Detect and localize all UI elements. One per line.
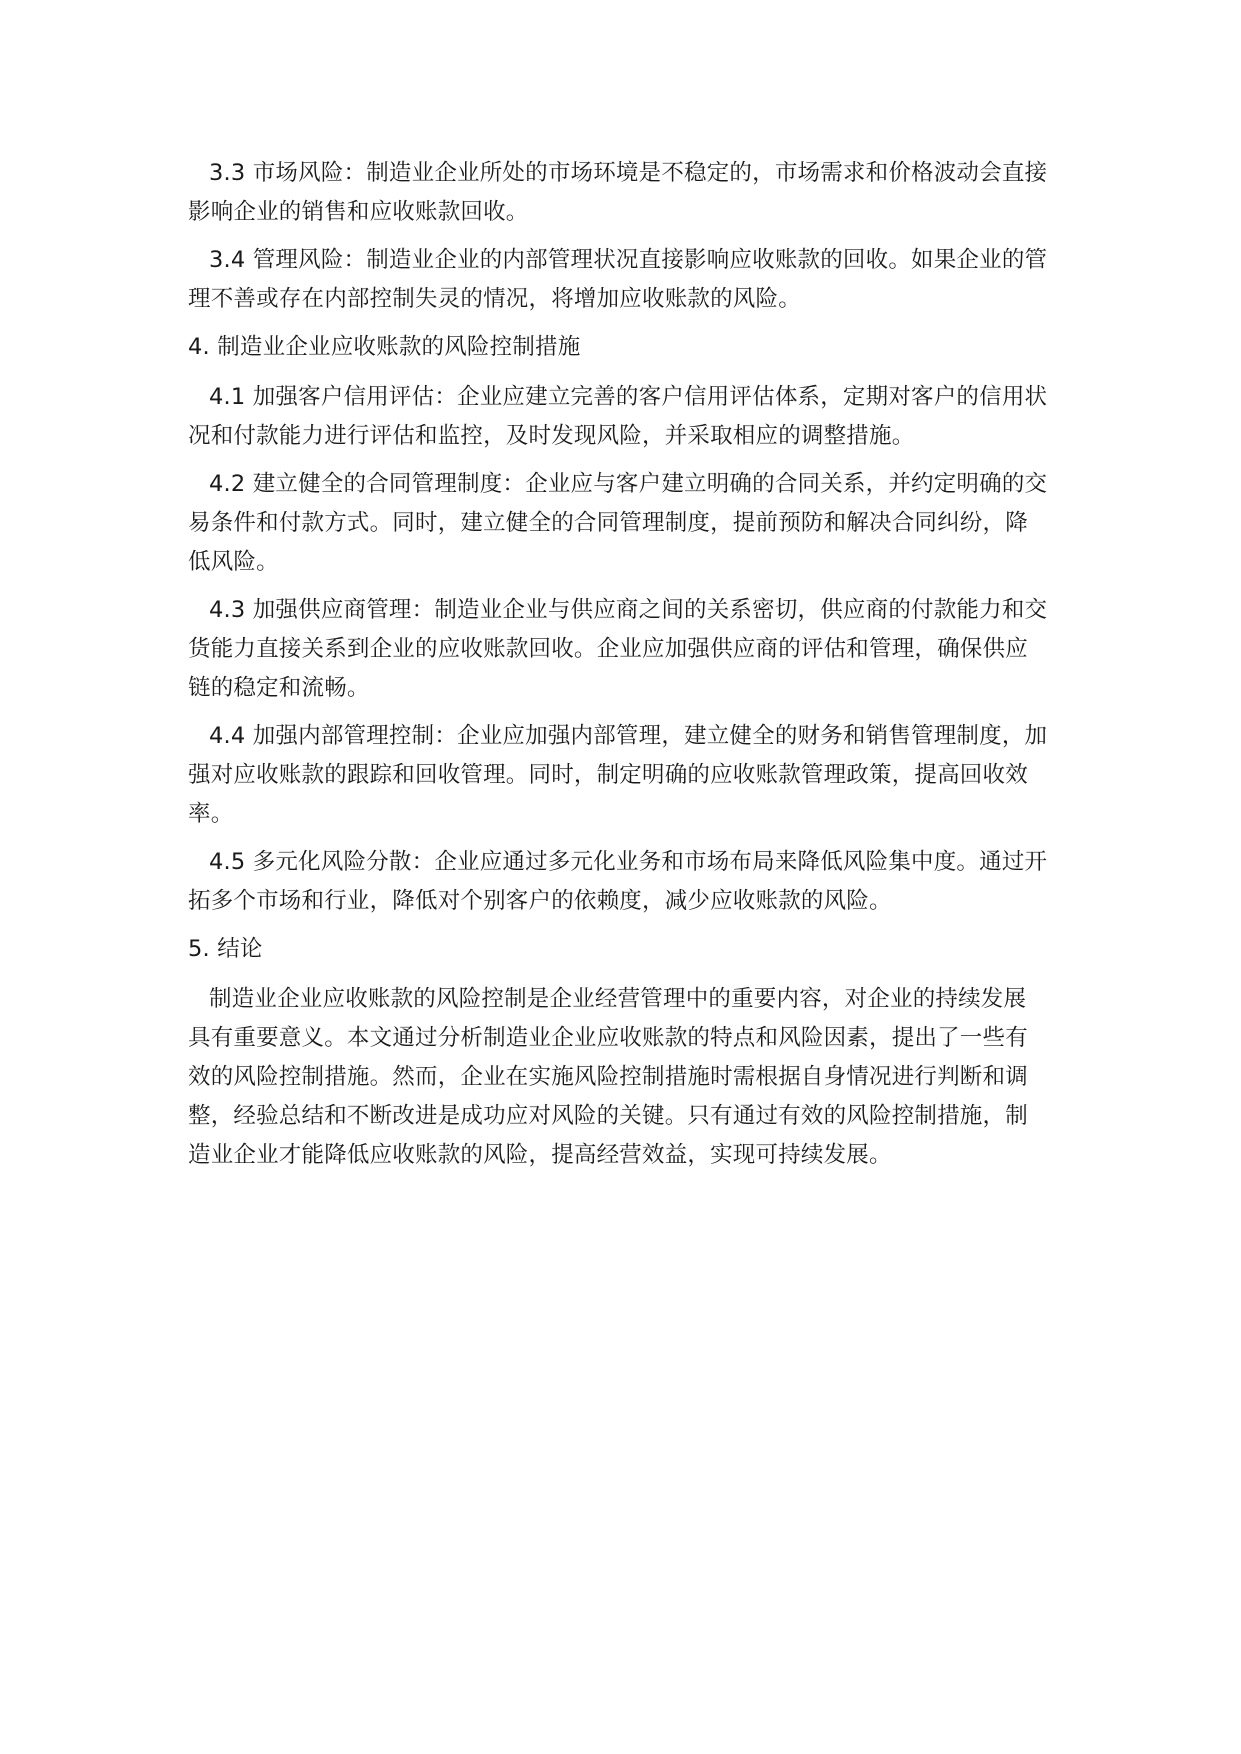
paragraph-line: 影响企业的销售和应收账款回收。 [188, 199, 529, 225]
paragraph-line: 低风险。 [188, 549, 279, 575]
paragraph-line: 拓多个市场和行业，降低对个别客户的依赖度，减少应收账款的风险。 [188, 888, 892, 914]
paragraph-4-5 [188, 843, 1068, 921]
paragraph-3-3 [188, 154, 1068, 232]
paragraph-line: 具有重要意义。本文通过分析制造业企业应收账款的特点和风险因素，提出了一些有 [188, 1025, 1028, 1051]
paragraph-3-4 [188, 241, 1068, 319]
paragraph-line: 造业企业才能降低应收账款的风险，提高经营效益，实现可持续发展。 [188, 1142, 892, 1168]
paragraph-4-2 [188, 465, 1068, 582]
paragraph-4-1 [188, 378, 1068, 456]
paragraph-line: 况和付款能力进行评估和监控，及时发现风险，并采取相应的调整措施。 [188, 423, 915, 449]
heading-text: 5. 结论 [188, 936, 263, 962]
paragraph-line: 4.4 加强内部管理控制：企业应加强内部管理，建立健全的财务和销售管理制度，加 [209, 723, 1048, 749]
paragraph-line: 易条件和付款方式。同时，建立健全的合同管理制度，提前预防和解决合同纠纷，降 [188, 510, 1028, 536]
paragraph-line: 3.3 市场风险：制造业企业所处的市场环境是不稳定的，市场需求和价格波动会直接 [209, 160, 1048, 186]
paragraph-line: 制造业企业应收账款的风险控制是企业经营管理中的重要内容，对企业的持续发展 [209, 986, 1027, 1012]
paragraph-line: 3.4 管理风险：制造业企业的内部管理状况直接影响应收账款的回收。如果企业的管 [209, 247, 1048, 273]
paragraph-line: 4.1 加强客户信用评估：企业应建立完善的客户信用评估体系，定期对客户的信用状 [209, 384, 1048, 410]
paragraph-line: 率。 [188, 801, 234, 827]
heading-text: 4. 制造业企业应收账款的风险控制措施 [188, 334, 581, 360]
paragraph-line: 4.2 建立健全的合同管理制度：企业应与客户建立明确的合同关系，并约定明确的交 [209, 471, 1048, 497]
section-heading-4 [188, 328, 1068, 367]
section-heading-5 [188, 930, 1068, 969]
paragraph-conclusion [188, 980, 1068, 1175]
paragraph-line: 4.3 加强供应商管理：制造业企业与供应商之间的关系密切，供应商的付款能力和交 [209, 597, 1048, 623]
paragraph-line: 效的风险控制措施。然而，企业在实施风险控制措施时需根据自身情况进行判断和调 [188, 1064, 1028, 1090]
paragraph-line: 货能力直接关系到企业的应收账款回收。企业应加强供应商的评估和管理，确保供应 [188, 636, 1028, 662]
paragraph-line: 4.5 多元化风险分散：企业应通过多元化业务和市场布局来降低风险集中度。通过开 [209, 849, 1048, 875]
paragraph-line: 强对应收账款的跟踪和回收管理。同时，制定明确的应收账款管理政策，提高回收效 [188, 762, 1028, 788]
paragraph-line: 理不善或存在内部控制失灵的情况，将增加应收账款的风险。 [188, 286, 801, 312]
paragraph-4-3 [188, 591, 1068, 708]
paragraph-line: 整，经验总结和不断改进是成功应对风险的关键。只有通过有效的风险控制措施，制 [188, 1103, 1028, 1129]
paragraph-4-4 [188, 717, 1068, 834]
paragraph-line: 链的稳定和流畅。 [188, 675, 370, 701]
